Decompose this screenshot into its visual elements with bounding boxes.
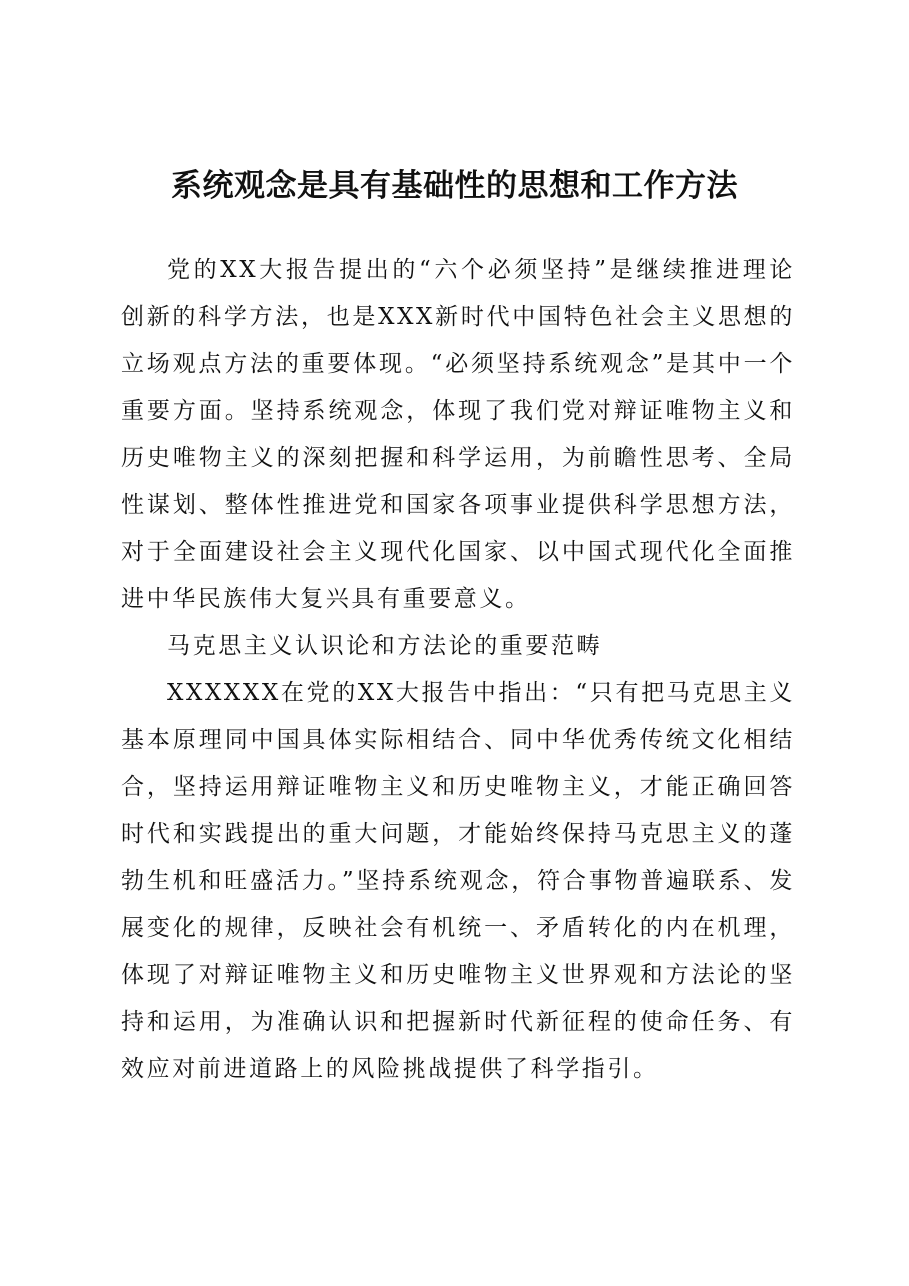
document-body (121, 247, 795, 1093)
document-title: 系统观念是具有基础性的思想和工作方法 (171, 168, 738, 204)
paragraph-section-1: XXXXXX在党的XX大报告中指出：“只有把马克思主义基本原理同中国具体实际相结合、同中华优秀传统文化相结合，坚持运用辩证唯物主义和历史唯物主义，才能正确回答时代和实践提出的重大问题，才能始终保持马克思主义的蓬勃生机和旺盛活力。”坚持系统观念，符合事物普遍联系、发展变化的规律，反映社会有机统一、矛盾转化的内在机理，体现了对辩证唯物主义和历史唯物主义世界观和方法论的坚持和运用，为准确认识和把握新时代新征程的使命任务、有效应对前进道路上的风险挑战提供了科学指引。 (121, 680, 795, 1082)
paragraph-intro: 党的XX大报告提出的“六个必须坚持”是继续推进理论创新的科学方法，也是XXX新时代中国特色社会主义思想的立场观点方法的重要体现。“必须坚持系统观念”是其中一个重要方面。坚持系统观念，体现了我们党对辩证唯物主义和历史唯物主义的深刻把握和科学运用，为前瞻性思考、全局性谋划、整体性推进党和国家各项事业提供科学思想方法，对于全面建设社会主义现代化国家、以中国式现代化全面推进中华民族伟大复兴具有重要意义。 (121, 257, 795, 612)
section-heading: 马克思主义认识论和方法论的重要范畴 (167, 633, 603, 659)
